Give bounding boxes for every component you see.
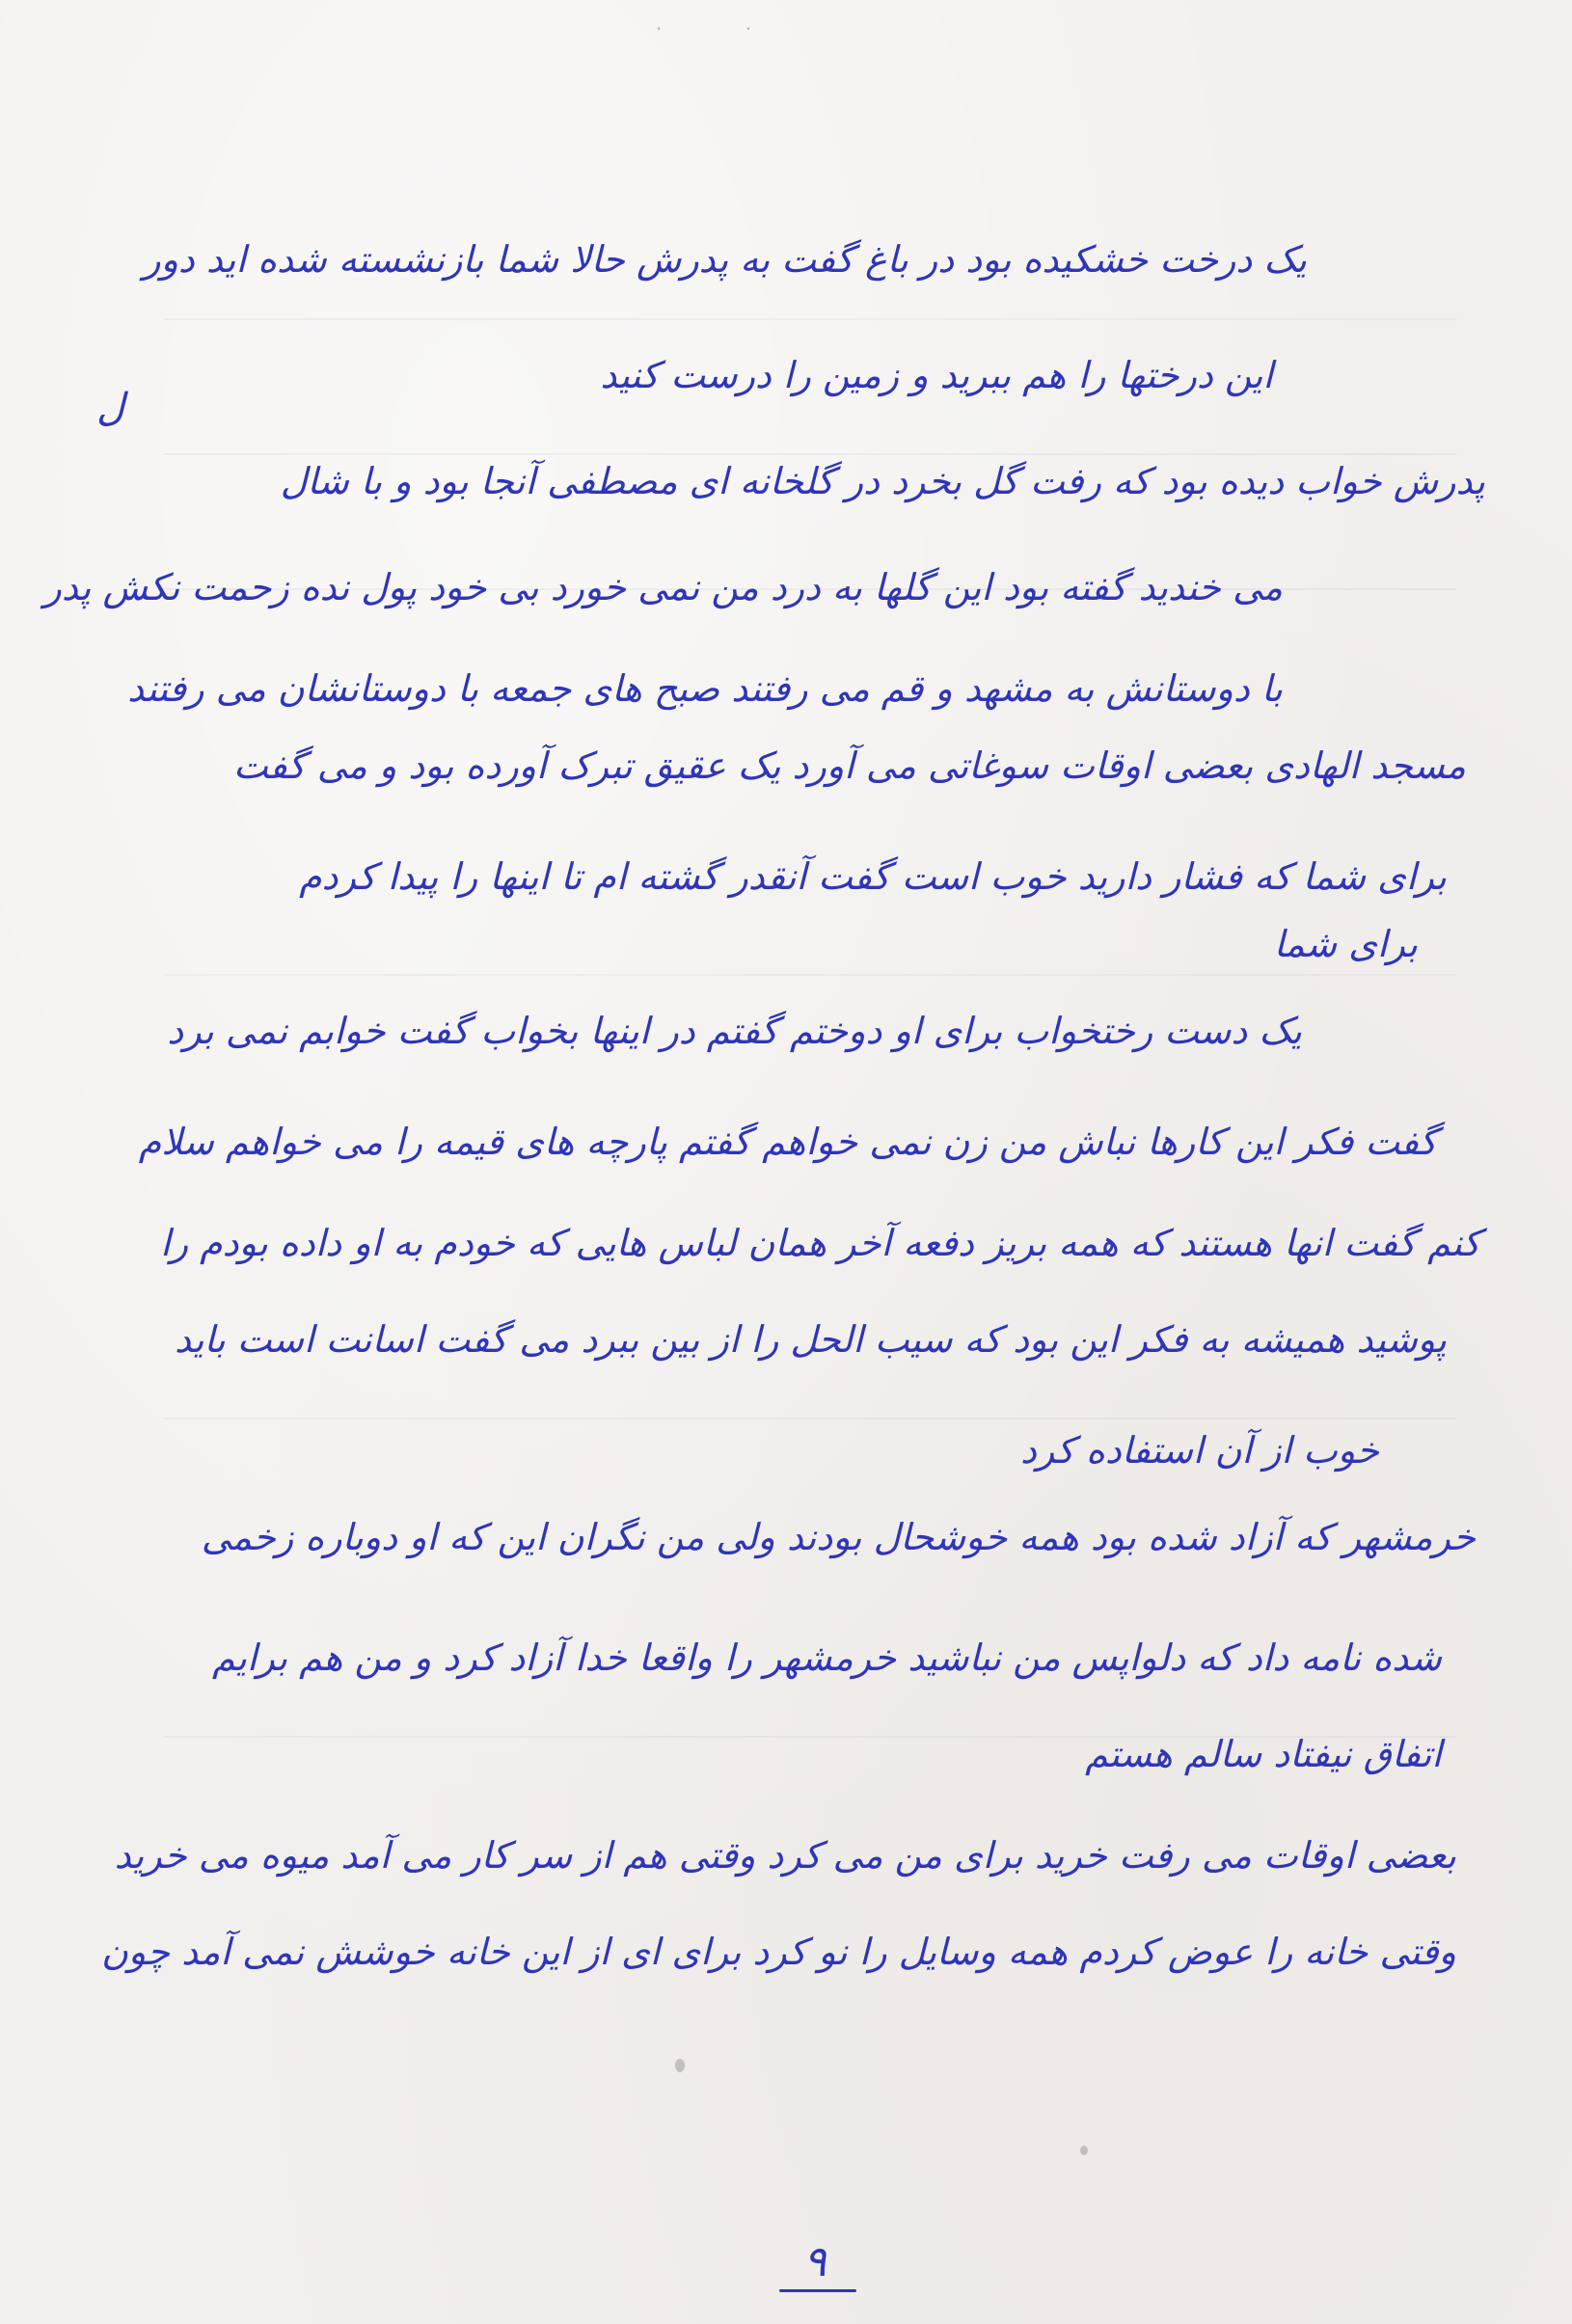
text-line-7: برای شما که فشار دارید خوب است گفت آنقدر گشته ام تا اینها را پیدا کردم — [299, 855, 1447, 898]
page-number-underline — [779, 2289, 856, 2292]
text-line-6: مسجد الهادی بعضی اوقات سوغاتی می آورد یک عقیق تبرک آورده بود و می گفت — [233, 744, 1466, 787]
text-line-11: کنم گفت انها هستند که همه بریز دفعه آخر همان لباس هایی که خودم به او داده بودم را — [160, 1222, 1480, 1264]
bleed-through-line — [164, 1418, 1456, 1419]
margin-mark: ل — [96, 386, 125, 430]
text-line-10: گفت فکر این کارها نباش من زن نمی خواهم گفتم پارچه های قیمه را می خواهم سلام — [138, 1121, 1437, 1163]
bleed-through-line — [164, 453, 1456, 455]
page-number: ۹ — [803, 2237, 827, 2286]
text-line-15: شده نامه داد که دلواپس من نباشید خرمشهر را واقعا خدا آزاد کرد و من هم برایم — [212, 1636, 1442, 1679]
faint-top-marks: · · — [656, 17, 791, 41]
ink-speck — [1080, 2146, 1088, 2155]
text-line-5: با دوستانش به مشهد و قم می رفتند صبح های جمعه با دوستانشان می رفتند — [127, 667, 1283, 710]
ink-speck — [675, 2059, 685, 2072]
text-line-4: می خندید گفته بود این گلها به درد من نمی خورد بی خود پول نده زحمت نکش پدر — [43, 566, 1283, 608]
text-line-8: برای شما — [1273, 923, 1418, 965]
text-line-16: اتفاق نیفتاد سالم هستم — [1085, 1733, 1442, 1775]
text-line-17: بعضی اوقات می رفت خرید برای من می کرد وقتی هم از سر کار می آمد میوه می خرید — [114, 1834, 1456, 1877]
text-line-14: خرمشهر که آزاد شده بود همه خوشحال بودند ولی من نگران این که او دوباره زخمی — [201, 1516, 1476, 1558]
text-line-9: یک دست رختخواب برای او دوختم گفتم در اینها بخواب گفت خوابم نمی برد — [167, 1010, 1302, 1052]
text-line-2: این درختها را هم ببرید و زمین را درست کنید — [600, 354, 1273, 396]
bleed-through-line — [164, 318, 1456, 320]
text-line-18: وقتی خانه را عوض کردم همه وسایل را نو کرد برای ای از این خانه خوشش نمی آمد چون — [101, 1931, 1456, 1973]
text-line-12: پوشید همیشه به فکر این بود که سیب الحل را از بین ببرد می گفت اسانت است باید — [175, 1318, 1447, 1361]
text-line-13: خوب از آن استفاده کرد — [1019, 1429, 1379, 1472]
text-line-1: یک درخت خشکیده بود در باغ گفت به پدرش حالا شما بازنشسته شده اید دور — [143, 238, 1307, 281]
bleed-through-line — [164, 974, 1456, 976]
text-line-3: پدرش خواب دیده بود که رفت گل بخرد در گلخانه ای مصطفی آنجا بود و با شال — [280, 460, 1485, 502]
